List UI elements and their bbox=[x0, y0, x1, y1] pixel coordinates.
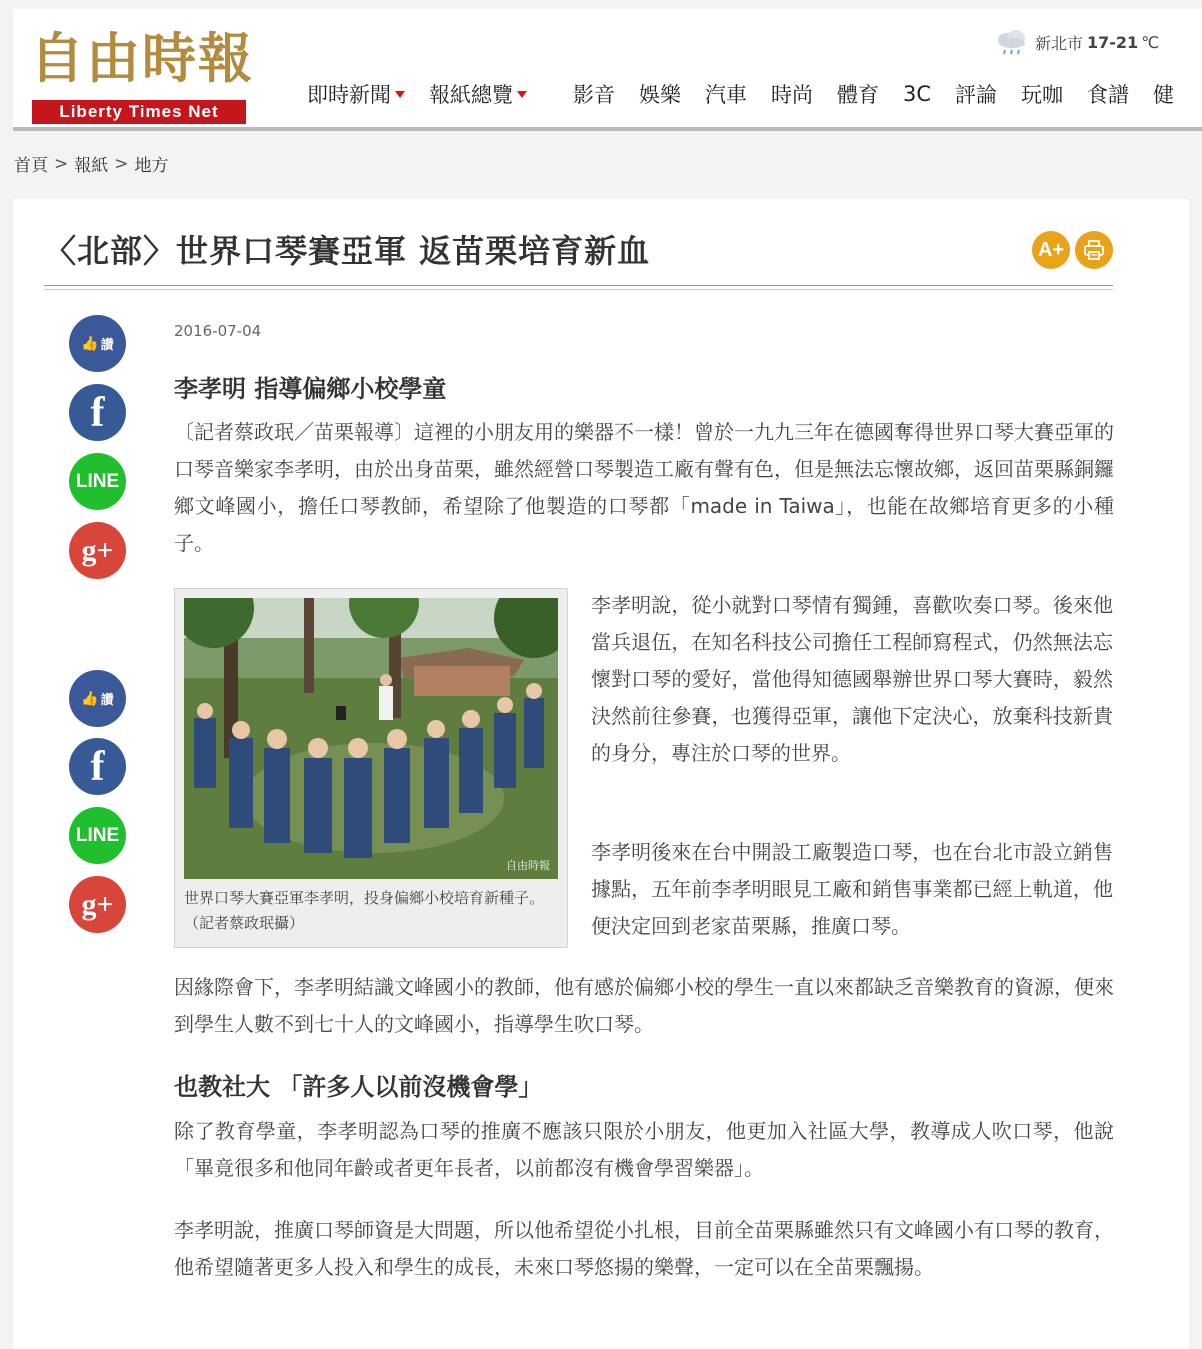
weather-widget[interactable] bbox=[993, 27, 1159, 57]
line-share-button[interactable] bbox=[69, 453, 126, 510]
nav-label: 汽車 bbox=[705, 83, 747, 107]
print-button[interactable] bbox=[1075, 231, 1113, 269]
weather-city: 新北市 bbox=[1035, 33, 1084, 53]
site-logo[interactable] bbox=[30, 26, 254, 121]
title-divider bbox=[44, 289, 1113, 290]
article-paragraph: 因緣際會下，李孝明結識文峰國小的教師，他有感於偏鄉小校的學生一直以來都缺乏音樂教育的資源，便來到學生人數不到七十人的文峰國小，指導學生吹口琴。 bbox=[174, 975, 1114, 1036]
google-plus-share-button[interactable] bbox=[69, 522, 126, 579]
nav-item-recipe[interactable] bbox=[1087, 79, 1129, 109]
main-nav bbox=[307, 77, 1198, 111]
breadcrumb-local[interactable]: 地方 bbox=[134, 156, 169, 176]
nav-label: 即時新聞 bbox=[307, 83, 391, 107]
nav-label: 體育 bbox=[837, 83, 879, 107]
google-plus-icon: g+ bbox=[81, 533, 114, 567]
photo-caption: 世界口琴大賽亞軍李孝明，投身偏鄉小校培育新種子。（記者蔡政珉攝） bbox=[184, 889, 545, 932]
weather-temp: 17-21 bbox=[1087, 32, 1139, 52]
breadcrumb-paper[interactable]: 報紙 bbox=[74, 156, 109, 176]
article-paragraph: 〔記者蔡政珉／苗栗報導〕這裡的小朋友用的樂器不一樣！曾於一九九三年在德國奪得世界口琴大賽亞軍的口琴音樂家李孝明，由於出身苗栗，雖然經營口琴製造工廠有聲有色，但是無法忘懷故鄉，返回苗栗縣銅鑼鄉文峰國小，擔任口琴教師，希望除了他製造的口琴都「made in Taiwa」，也能在故鄉培育更多的小種子。 bbox=[174, 420, 1114, 555]
nav-item-auto[interactable] bbox=[705, 79, 747, 109]
cloud-rain-icon bbox=[993, 27, 1029, 57]
google-plus-icon: g+ bbox=[81, 887, 114, 921]
article-paragraph: 李孝明後來在台中開設工廠製造口琴，也在台北市設立銷售據點，五年前李孝明眼見工廠和銷售事業都已經上軌道，他便決定回到老家苗栗縣，推廣口琴。 bbox=[591, 840, 1113, 938]
like-button[interactable] bbox=[69, 670, 126, 727]
like-label: 讚 bbox=[100, 692, 114, 707]
printer-icon bbox=[1083, 239, 1105, 261]
facebook-icon: f bbox=[90, 743, 105, 790]
nav-label: 影音 bbox=[573, 83, 615, 107]
nav-label: 報紙總覽 bbox=[429, 83, 513, 107]
nav-label: 健 bbox=[1153, 83, 1175, 107]
nav-item-video[interactable] bbox=[573, 79, 615, 109]
breadcrumb-separator: > bbox=[114, 153, 129, 174]
font-size-button[interactable] bbox=[1032, 231, 1070, 269]
nav-label: 時尚 bbox=[771, 83, 813, 107]
article-date: 2016-07-04 bbox=[174, 322, 262, 340]
nav-item-style[interactable] bbox=[771, 79, 813, 109]
nav-item-paper[interactable] bbox=[429, 79, 527, 109]
article-title: 〈北部〉世界口琴賽亞軍 返苗栗培育新血 bbox=[44, 232, 651, 270]
line-icon: LINE bbox=[75, 824, 120, 846]
nav-item-ent[interactable] bbox=[639, 79, 681, 109]
caret-down-icon bbox=[395, 91, 405, 98]
thumbs-up-icon: 👍 bbox=[81, 690, 99, 706]
weather-unit: ℃ bbox=[1141, 32, 1160, 52]
article-subhead: 也教社大 「許多人以前沒機會學」 bbox=[174, 1073, 543, 1101]
nav-item-3c[interactable] bbox=[903, 82, 931, 106]
logo-english: Liberty Times Net bbox=[32, 100, 246, 124]
breadcrumb-home[interactable]: 首頁 bbox=[14, 156, 48, 176]
nav-item-realtime[interactable] bbox=[307, 79, 405, 109]
line-icon: LINE bbox=[75, 470, 120, 492]
nav-item-health[interactable] bbox=[1153, 79, 1174, 109]
photo-scene bbox=[184, 598, 558, 879]
nav-label: 食譜 bbox=[1087, 83, 1130, 107]
breadcrumb bbox=[14, 151, 169, 176]
nav-item-sports[interactable] bbox=[837, 79, 879, 109]
like-label: 讚 bbox=[100, 337, 114, 352]
nav-label: 3C bbox=[903, 82, 932, 106]
photo-watermark: 自由時報 bbox=[506, 859, 550, 872]
breadcrumb-separator: > bbox=[54, 153, 69, 174]
article-subhead: 李孝明 指導偏鄉小校學童 bbox=[174, 375, 447, 403]
article-paragraph: 李孝明說，從小就對口琴情有獨鍾，喜歡吹奏口琴。後來他當兵退伍，在知名科技公司擔任工程師寫程式，仍然無法忘懷對口琴的愛好，當他得知德國舉辦世界口琴大賽時，毅然決然前往參賽，也獲得亞軍，讓他下定決心，放棄科技新貴的身分，專注於口琴的世界。 bbox=[591, 593, 1113, 765]
thumbs-up-icon: 👍 bbox=[81, 335, 99, 351]
title-divider bbox=[44, 285, 1113, 286]
site-header bbox=[13, 9, 1202, 131]
nav-label: 娛樂 bbox=[639, 83, 681, 107]
nav-label: 玩咖 bbox=[1021, 83, 1064, 107]
facebook-icon: f bbox=[90, 389, 105, 436]
article-photo[interactable] bbox=[184, 598, 558, 879]
line-share-button[interactable] bbox=[69, 807, 126, 864]
font-size-label: A+ bbox=[1037, 238, 1065, 261]
facebook-share-button[interactable] bbox=[69, 738, 126, 795]
nav-item-opinion[interactable] bbox=[955, 79, 997, 109]
nav-item-playing[interactable] bbox=[1021, 79, 1063, 109]
nav-label: 評論 bbox=[955, 83, 998, 107]
article-paragraph: 李孝明說，推廣口琴師資是大問題，所以他希望從小扎根，目前全苗栗縣雖然只有文峰國小有口琴的教育，他希望隨著更多人投入和學生的成長，未來口琴悠揚的樂聲，一定可以在全苗栗飄揚。 bbox=[174, 1218, 1114, 1279]
article-figure bbox=[174, 588, 568, 948]
caret-down-icon bbox=[517, 91, 527, 98]
like-button[interactable] bbox=[69, 315, 126, 372]
facebook-share-button[interactable] bbox=[69, 384, 126, 441]
google-plus-share-button[interactable] bbox=[69, 876, 126, 933]
article-paragraph: 除了教育學童，李孝明認為口琴的推廣不應該只限於小朋友，他更加入社區大學，教導成人吹口琴，他說「畢竟很多和他同年齡或者更年長者，以前都沒有機會學習樂器」。 bbox=[174, 1119, 1114, 1180]
logo-chinese: 自由時報 bbox=[30, 26, 254, 90]
